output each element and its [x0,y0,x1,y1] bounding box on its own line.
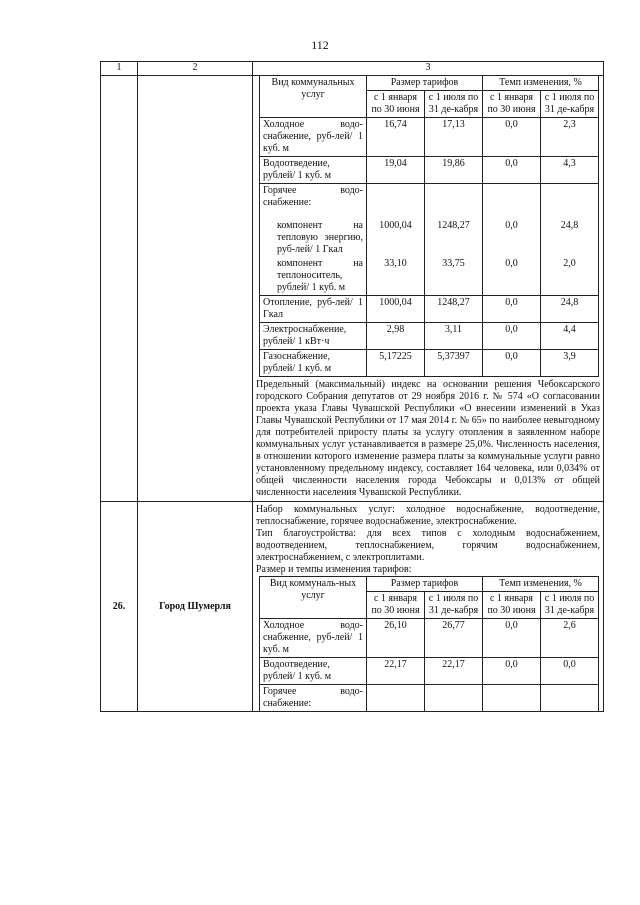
row-25-number-cell [101,76,138,502]
tariff-value: 19,04 [367,157,425,184]
service-row [260,296,599,323]
row-26-number: 26. [101,502,138,712]
header-period-4: с 1 июля по 31 де-кабря [541,592,599,619]
rate-value: 0,0 [483,658,541,685]
component-name: компонент на теплоноситель, рублей/ 1 куб. м [260,257,367,296]
page-number: 112 [311,38,329,52]
rate-value: 4,3 [541,157,599,184]
hot-water-title: Горячее водо-снабжение: [260,685,367,712]
rate-value: 3,9 [541,350,599,377]
service-name: Холодное водо-снабжение, руб-лей/ 1 куб. м [260,118,367,157]
header-service-type: Вид коммунальных услуг [260,76,367,118]
rate-value: 0,0 [483,257,541,296]
rate-value: 0,0 [541,658,599,685]
tariff-value: 5,37397 [425,350,483,377]
tariff-value: 1248,27 [425,210,483,257]
row-25-city-cell [138,76,253,502]
header-service-type: Вид коммуналь-ных услуг [260,577,367,619]
rate-value: 0,0 [483,296,541,323]
column-number-row [101,62,604,76]
header-change-rate: Темп изменения, % [483,577,599,592]
service-row [260,157,599,184]
tariffs-caption: Размер и темпы изменения тарифов: [256,564,412,575]
service-name: Холодное водо-снабжение, руб-лей/ 1 куб. м [260,619,367,658]
hot-component-row [260,210,599,257]
service-row [260,350,599,377]
tariff-value: 33,75 [425,257,483,296]
service-name: Водоотведение, рублей/ 1 куб. м [260,658,367,685]
service-row [260,619,599,658]
rate-value: 4,4 [541,323,599,350]
rate-value: 0,0 [483,118,541,157]
main-table [100,61,604,712]
tariff-value: 26,77 [425,619,483,658]
tariff-value: 19,86 [425,157,483,184]
header-tariff-size: Размер тарифов [367,577,483,592]
rate-value: 0,0 [483,210,541,257]
hot-component-row [260,257,599,296]
header-change-rate: Темп изменения, % [483,76,599,91]
column-number-1: 1 [101,62,138,76]
header-period-2: с 1 июля по 31 де-кабря [425,592,483,619]
row-26-city: Город Шумерля [138,502,253,712]
header-period-1: с 1 января по 30 июня [367,592,425,619]
hot-water-title: Горячее водо-снабжение: [260,184,367,211]
hot-water-title-row [260,685,599,712]
service-row [260,323,599,350]
header-period-1: с 1 января по 30 июня [367,91,425,118]
header-period-4: с 1 июля по 31 де-кабря [541,91,599,118]
rate-value: 24,8 [541,210,599,257]
service-name: Отопление, руб-лей/ 1 Гкал [260,296,367,323]
column-number-3: 3 [253,62,604,76]
tariff-value: 1248,27 [425,296,483,323]
tariff-value: 26,10 [367,619,425,658]
header-period-3: с 1 января по 30 июня [483,91,541,118]
tariff-header-row [260,76,599,91]
tariff-value: 2,98 [367,323,425,350]
rate-value: 0,0 [483,323,541,350]
service-set-text: Набор коммунальных услуг: холодное водоснабжение, водоотведение, теплоснабжение, горячее водоснабжение, электроснабжение. [256,504,600,527]
tariff-value: 1000,04 [367,210,425,257]
tariff-value: 3,11 [425,323,483,350]
header-tariff-size: Размер тарифов [367,76,483,91]
row-26 [101,502,604,712]
service-name: Газоснабжение, рублей/ 1 куб. м [260,350,367,377]
header-period-2: с 1 июля по 31 де-кабря [425,91,483,118]
tariff-value: 5,17225 [367,350,425,377]
tariff-table-25 [259,76,599,377]
rate-value: 0,0 [483,157,541,184]
service-name: Водоотведение, рублей/ 1 куб. м [260,157,367,184]
tariff-header-row [260,577,599,592]
rate-value: 0,0 [483,350,541,377]
component-name: компонент на тепловую энергию, руб-лей/ 1 Гкал [260,210,367,257]
hot-water-title-row [260,184,599,211]
tariff-value: 1000,04 [367,296,425,323]
service-row [260,118,599,157]
rate-value: 24,8 [541,296,599,323]
rate-value: 2,0 [541,257,599,296]
rate-value: 2,6 [541,619,599,658]
header-period-3: с 1 января по 30 июня [483,592,541,619]
column-number-2: 2 [138,62,253,76]
max-index-paragraph: Предельный (максимальный) индекс на основании решения Чебоксарского городского Собрания депутатов от 29 ноября 2016 г. № 574 «О согласовании проекта указа Главы Чувашской Республики «О внесении изменений в Указ Главы Чувашской Республики от 17 мая 2014 г. № 65» по наиболее невыгодному для потребителей приросту платы за услугу отопления в заявленном наборе коммунальных услуг устанавливается в размере 25,0%. Численность населения, в отношении которого изменение размера платы за коммунальные услуги равно установленному предельному индексу, составляет 164 человека, или 0,034% от общей численности населения города Чебоксары и 0,013% от общей численности населения Чувашской Республики. [256,379,600,498]
tariff-table-26 [259,576,599,711]
tariff-value: 22,17 [425,658,483,685]
service-row [260,658,599,685]
tariff-value: 17,13 [425,118,483,157]
tariff-value: 16,74 [367,118,425,157]
rate-value: 0,0 [483,619,541,658]
rate-value: 2,3 [541,118,599,157]
row-25-content [253,76,604,502]
tariff-value: 33,10 [367,257,425,296]
row-25 [101,76,604,502]
improvement-type-text: Тип благоустройства: для всех типов с холодным водоснабжением, водоотведением, теплоснабжением, горячим водоснабжением, электроснабжением, с электроплитами. [256,528,600,563]
row-26-content [253,502,604,712]
tariff-value: 22,17 [367,658,425,685]
service-name: Электроснабжение, рублей/ 1 кВт·ч [260,323,367,350]
